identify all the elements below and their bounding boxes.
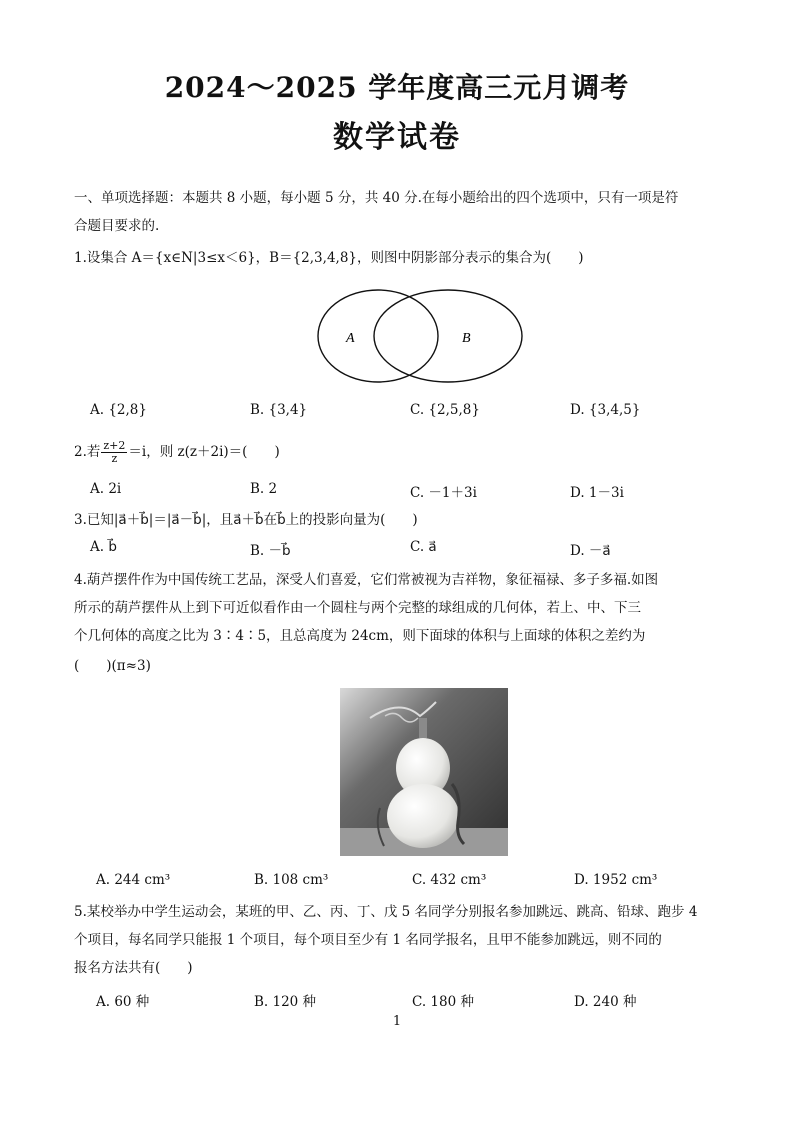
venn-diagram [310,282,530,394]
q1-option-d[interactable]: D. {3,4,5} [570,402,641,418]
section-instructions-line1: 一、单项选择题：本题共 8 小题，每小题 5 分，共 40 分.在每小题给出的四个选项中，只有一项是符 [74,190,679,206]
q2-option-b[interactable]: B. 2 [250,481,278,497]
venn-set-a-ellipse [318,290,438,382]
q1-option-b[interactable]: B. {3,4} [250,402,308,418]
q4-option-c[interactable]: C. 432 cm³ [412,872,487,888]
q2-stem-prefix: 2.若 [74,444,101,460]
venn-label-a: A [346,331,355,346]
q2-option-d[interactable]: D. 1－3i [570,485,624,501]
q1-option-c[interactable]: C. {2,5,8} [410,402,480,418]
question-2-stem [74,440,754,465]
q3-option-b[interactable]: B. －b⃗ [250,543,291,559]
q4-option-a[interactable]: A. 244 cm³ [96,872,171,888]
venn-label-b: B [462,331,471,346]
q2-option-c[interactable]: C. －1＋3i [410,485,477,501]
q3-option-c[interactable]: C. a⃗ [410,539,437,555]
question-4-line3: 个几何体的高度之比为 3∶4∶5，且总高度为 24cm，则下面球的体积与上面球的体积之差约为 [74,628,646,644]
q5-option-a[interactable]: A. 60 种 [96,994,150,1010]
q5-option-c[interactable]: C. 180 种 [412,994,474,1010]
q5-option-b[interactable]: B. 120 种 [254,994,317,1010]
q2-fraction [101,440,127,465]
question-3-stem: 3.已知|a⃗＋b⃗|＝|a⃗－b⃗|，且a⃗＋b⃗在b⃗上的投影向量为( ) [74,512,418,528]
question-4-line1: 4.葫芦摆件作为中国传统工艺品，深受人们喜爱，它们常被视为吉祥物，象征福禄、多子多福.如图 [74,572,659,588]
exam-title: 2024～2025 学年度高三元月调考 [164,71,630,104]
question-5-line1: 5.某校举办中学生运动会，某班的甲、乙、丙、丁、戊 5 名同学分别报名参加跳远、跳高、铅球、跑步 4 [74,904,698,920]
q2-fraction-numerator: z+2 [103,439,126,452]
gourd-photo [340,688,508,856]
question-5-line3: 报名方法共有( ) [74,960,193,976]
section-instructions-line2: 合题目要求的. [74,218,160,234]
q5-option-d[interactable]: D. 240 种 [574,994,637,1010]
q4-option-d[interactable]: D. 1952 cm³ [574,872,658,888]
q1-option-a[interactable]: A. {2,8} [90,402,147,418]
q2-fraction-denominator: z [111,452,118,465]
q2-option-a[interactable]: A. 2i [90,481,122,497]
q3-option-a[interactable]: A. b⃗ [90,539,117,555]
question-5-line2: 个项目，每名同学只能报 1 个项目，每个项目至少有 1 名同学报名，且甲不能参加跳远，则不同的 [74,932,662,948]
q3-option-d[interactable]: D. －a⃗ [570,543,611,559]
exam-subtitle: 数学试卷 [333,120,461,155]
q4-option-b[interactable]: B. 108 cm³ [254,872,329,888]
question-4-line2: 所示的葫芦摆件从上到下可近似看作由一个圆柱与两个完整的球组成的几何体，若上、中、下三 [74,600,641,616]
venn-set-b-ellipse [374,290,522,382]
page-number: 1 [392,1014,402,1029]
q2-stem-suffix: ＝i，则 z(z＋2i)＝( ) [128,444,280,460]
question-4-line4: ( )(π≈3) [74,658,151,674]
question-1-stem: 1.设集合 A＝{x∈N|3≤x＜6}，B＝{2,3,4,8}，则图中阴影部分表示的集合为( ) [74,250,584,266]
